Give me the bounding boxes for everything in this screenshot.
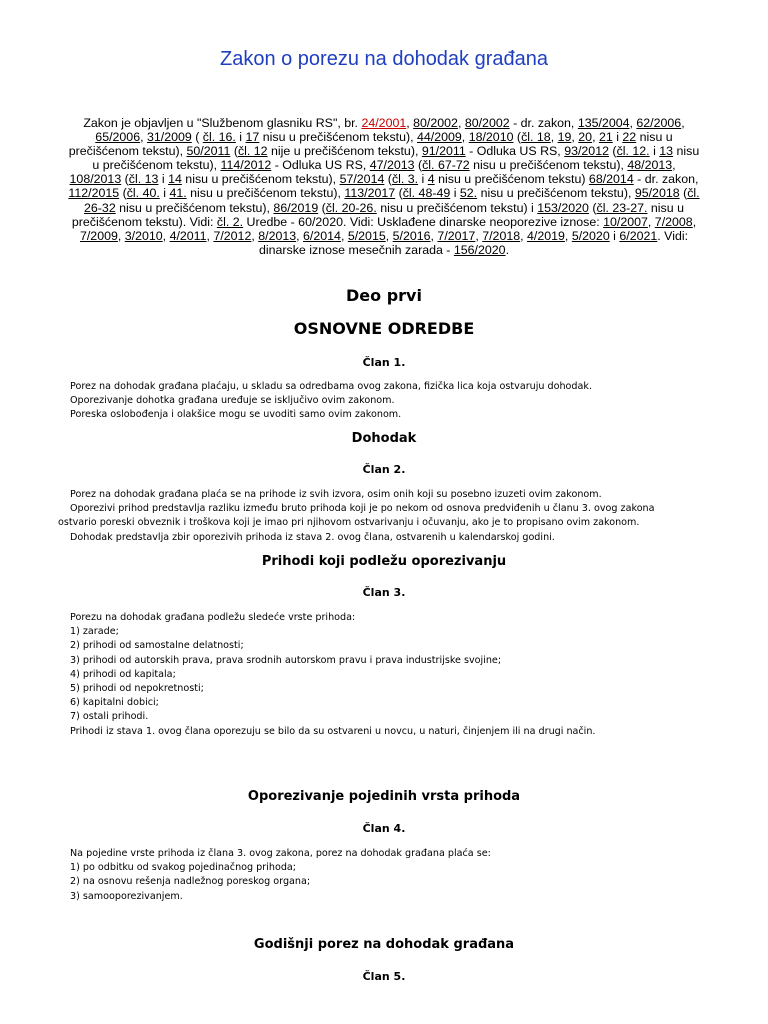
citation-link[interactable]: čl. 13 <box>128 172 159 187</box>
publication-note-text: ( <box>588 200 597 215</box>
citation-link[interactable]: 7/2009 <box>79 228 118 243</box>
citation-link[interactable]: 52. <box>459 186 478 201</box>
section-heading-taxable-income: Prihodi koji podležu oporezivanju <box>261 554 507 569</box>
citation-link[interactable]: 153/2020 <box>537 200 589 215</box>
publication-note-text: Uredbe - 60/2020. Vidi: Usklađene dinarske neoporezive iznose: <box>243 214 604 229</box>
article-2-paragraph: Oporezivi prihod predstavlja razliku između bruto prihoda koji je po nekom od osnova predviđenih u članu 3. ovog zakona <box>70 503 655 515</box>
citation-link[interactable]: 62/2006 <box>636 116 682 130</box>
article-3-heading: Član 3. <box>362 586 406 599</box>
citation-link[interactable]: čl. 2. <box>216 214 244 229</box>
section-heading-income: Dohodak <box>351 431 417 446</box>
article-1-paragraph: Oporezivanje dohotka građana uređuje se isključivo ovim zakonom. <box>70 395 395 407</box>
publication-note-text: , <box>629 116 637 130</box>
citation-link[interactable]: 113/2017 <box>344 186 396 201</box>
citation-link[interactable]: 5/2016 <box>392 228 431 243</box>
publication-note-text: nije u prečišćenom tekstu), <box>267 144 422 159</box>
publication-note-text: ( <box>230 144 238 159</box>
article-3-item: 1) zarade; <box>70 626 119 638</box>
publication-note-text: nisu u prečišćenom tekstu), <box>68 130 673 159</box>
article-2-paragraph: Porez na dohodak građana plaća se na prihode iz svih izvora, osim onih koji su posebno izuzeti ovim zakonom. <box>70 489 602 500</box>
publication-note-text: , <box>461 130 469 145</box>
publication-note-text: - dr. zakon, <box>509 116 578 130</box>
publication-note-text: , <box>475 228 483 243</box>
publication-note-text: nisu u prečišćenom tekstu), <box>477 186 635 201</box>
article-4-item: 3) samooporezivanjem. <box>70 890 183 902</box>
publication-note-text: , <box>430 228 438 243</box>
publication-note-text: ( <box>318 200 326 215</box>
publication-note-text: , <box>564 228 572 243</box>
citation-link[interactable]: 24/2001 <box>361 116 407 130</box>
article-1-paragraph: Porez na dohodak građana plaćaju, u skladu sa odredbama ovog zakona, fizička lica koja ostvaruju dohodak. <box>70 381 593 392</box>
citation-link[interactable]: 41. <box>169 186 187 201</box>
article-3-item: 6) kapitalni dobici; <box>70 697 159 709</box>
article-4-line: Na pojedine vrste prihoda iz člana 3. ovog zakona, porez na dohodak građana plaća se: <box>70 848 491 859</box>
citation-link[interactable]: 13 <box>659 144 674 159</box>
citation-link[interactable]: 4/2019 <box>527 228 565 243</box>
publication-note-text: nisu u prečišćenom tekstu). Vidi: <box>71 200 684 229</box>
publication-note-text: - Odluka US RS, <box>271 158 370 173</box>
publication-note-text: , <box>117 228 125 243</box>
publication-note-text: i <box>418 172 428 187</box>
publication-note-text: ( <box>414 158 423 173</box>
publication-note-text: , <box>340 228 348 243</box>
section-heading-taxation-of-income-types: Oporezivanje pojedinih vrsta prihoda <box>247 789 521 804</box>
publication-note-text: ( <box>608 144 617 159</box>
citation-link[interactable]: 7/2017 <box>437 228 476 243</box>
article-3-line: Porezu na dohodak građana podležu sledeće vrste prihoda: <box>70 612 356 623</box>
publication-note-text: ( <box>395 186 403 201</box>
citation-link[interactable]: 10/2007 <box>603 214 648 229</box>
citation-link[interactable]: 91/2011 <box>421 144 466 159</box>
section-heading-basic-provisions: OSNOVNE ODREDBE <box>293 319 475 338</box>
publication-note-text: , <box>592 130 599 145</box>
publication-note-text: , <box>520 228 528 243</box>
publication-note-text: i <box>450 186 460 201</box>
article-2-paragraph: ostvario poreski obveznik i troškova koji je imao pri njihovom ostvarivanju i očuvanju, ako je to propisano ovim zakonom. <box>58 517 640 529</box>
publication-note-text: , <box>672 158 676 173</box>
citation-link[interactable]: čl. 3. <box>391 172 419 187</box>
article-3-text <box>70 611 710 739</box>
publication-note-text: ( <box>513 130 522 145</box>
publication-note-text: , <box>140 130 147 145</box>
citation-link[interactable]: 6/2014 <box>303 228 341 243</box>
publication-note-text: ( <box>121 172 129 187</box>
publication-note-text: ( <box>384 172 392 187</box>
publication-note-text: i <box>649 144 660 159</box>
citation-link[interactable]: 3/2010 <box>124 228 163 243</box>
article-4-item: 2) na osnovu rešenja nadležnog poreskog organa; <box>70 876 311 888</box>
article-1-paragraph: Poreska oslobođenja i olakšice mogu se uvoditi samo ovim zakonom. <box>70 409 402 421</box>
citation-link[interactable]: 19 <box>557 130 572 145</box>
publication-note-text: - Odluka US RS, <box>465 144 565 159</box>
citation-link[interactable]: 8/2013 <box>258 228 297 243</box>
publication-note-text: , <box>251 228 259 243</box>
citation-link[interactable]: 135/2004 <box>577 116 630 130</box>
citation-link[interactable]: 14 <box>168 172 182 187</box>
article-2-text <box>58 488 710 545</box>
part-heading: Deo prvi <box>346 286 422 305</box>
citation-link[interactable]: 48/2013 <box>627 158 673 173</box>
citation-link[interactable]: 21 <box>598 130 613 145</box>
citation-link[interactable]: čl. 67-72 <box>422 158 470 173</box>
publication-note-text: i <box>612 130 623 145</box>
article-4-heading: Član 4. <box>362 822 406 835</box>
citation-link[interactable]: 65/2006 <box>95 130 141 145</box>
citation-link[interactable]: 31/2009 <box>146 130 192 145</box>
publication-note-text: - dr. zakon, <box>633 172 699 187</box>
citation-link[interactable]: 4/2011 <box>169 228 207 243</box>
article-3-line: Prihodi iz stava 1. ovog člana oporezuju se bilo da su ostvareni u novcu, u naturi, činjenjem ili na drugi način. <box>70 725 596 737</box>
publication-note-text: , <box>647 214 655 229</box>
publication-note-text: , <box>571 130 579 145</box>
citation-link[interactable]: 57/2014 <box>339 172 385 187</box>
citation-link[interactable]: 18/2010 <box>468 130 514 145</box>
citation-link[interactable]: 4 <box>427 172 435 187</box>
article-4-text <box>70 847 710 904</box>
publication-note-text: i <box>609 228 620 243</box>
citation-link[interactable]: čl. 23-27. <box>596 200 648 215</box>
citation-link[interactable]: 108/2013 <box>69 172 122 187</box>
article-1-heading: Član 1. <box>362 356 406 369</box>
publication-note-text: , <box>457 116 465 130</box>
article-5-heading: Član 5. <box>362 970 406 983</box>
article-2-heading: Član 2. <box>362 463 406 476</box>
citation-link[interactable]: 5/2020 <box>571 228 610 243</box>
citation-link[interactable]: 17 <box>245 130 260 145</box>
citation-link[interactable]: 47/2013 <box>369 158 415 173</box>
publication-note-text: i <box>235 130 246 145</box>
citation-link[interactable]: 7/2018 <box>482 228 521 243</box>
citation-link[interactable]: čl. 18 <box>521 130 551 145</box>
citation-link[interactable]: 7/2012 <box>213 228 252 243</box>
publication-note-text: . <box>505 242 510 257</box>
citation-link[interactable]: 86/2019 <box>273 200 319 215</box>
publication-note-text: ( <box>119 186 127 201</box>
article-3-item: 4) prihodi od kapitala; <box>70 668 176 680</box>
article-3-item: 3) prihodi od autorskih prava, prava srodnih autorskom pravu i prava industrijske svojine; <box>70 654 502 666</box>
citation-link[interactable]: čl. 16. <box>202 130 236 145</box>
citation-link[interactable]: 156/2020 <box>453 242 506 257</box>
publication-note-text: , <box>550 130 558 145</box>
citation-link[interactable]: 95/2018 <box>634 186 680 201</box>
publication-note-text: i <box>158 172 169 187</box>
citation-link[interactable]: 80/2002 <box>413 116 458 130</box>
citation-link[interactable]: čl. 12. <box>616 144 650 159</box>
publication-note-text: nisu u prečišćenom tekstu), <box>259 130 417 145</box>
citation-link[interactable]: 112/2015 <box>68 186 120 201</box>
publication-note-text: . Vidi: dinarske iznose mesečnih zarada - <box>258 228 689 257</box>
citation-link[interactable]: 93/2012 <box>564 144 609 159</box>
law-title: Zakon o porezu na dohodak građana <box>219 48 549 70</box>
citation-link[interactable]: 114/2012 <box>220 158 272 173</box>
publication-note-text: ( <box>191 130 203 145</box>
citation-link[interactable]: čl. 20-26. <box>325 200 377 215</box>
citation-link[interactable]: 7/2008 <box>654 214 693 229</box>
article-2-paragraph: Dohodak predstavlja zbir oporezivih prihoda iz stava 2. ovog člana, ostvarenih u kalendarskoj godini. <box>70 531 555 543</box>
publication-note-text: , <box>692 214 697 229</box>
citation-link[interactable]: 80/2002 <box>464 116 510 130</box>
publication-note-text: , <box>296 228 304 243</box>
publication-note-text: ( <box>679 186 688 201</box>
citation-link[interactable]: 50/2011 <box>186 144 231 159</box>
publication-note-text: nisu u prečišćenom tekstu), <box>115 200 274 215</box>
section-heading-annual-income-tax: Godišnji porez na dohodak građana <box>253 937 515 952</box>
citation-link[interactable]: 68/2014 <box>588 172 634 187</box>
citation-link[interactable]: čl. 12 <box>237 144 268 159</box>
publication-note-text: nisu u prečišćenom tekstu), <box>181 172 340 187</box>
publication-note-text: nisu u prečišćenom tekstu), <box>92 144 700 173</box>
citation-link[interactable]: 6/2021 <box>619 228 658 243</box>
citation-link[interactable]: 5/2015 <box>347 228 386 243</box>
article-3-item: 5) prihodi od nepokretnosti; <box>70 683 204 695</box>
article-4-item: 1) po odbitku od svakog pojedinačnog prihoda; <box>70 862 297 874</box>
publication-note-text: Zakon je objavljen u "Službenom glasniku RS", br. <box>83 116 362 130</box>
citation-link[interactable]: čl. 26-32 <box>84 186 700 215</box>
publication-note-text: nisu u prečišćenom tekstu), <box>186 186 345 201</box>
article-3-item: 2) prihodi od samostalne delatnosti; <box>70 640 244 652</box>
publication-note-text: , <box>206 228 214 243</box>
publication-note-text: nisu u prečišćenom tekstu), <box>469 158 628 173</box>
publication-note-text: , <box>681 116 685 130</box>
citation-link[interactable]: čl. 48-49 <box>402 186 451 201</box>
publication-note-text: , <box>162 228 170 243</box>
publication-note-text: nisu u prečišćenom tekstu) <box>434 172 589 187</box>
citation-link[interactable]: 20 <box>578 130 593 145</box>
publication-note <box>66 116 702 257</box>
article-1-text <box>70 380 710 423</box>
publication-note-text: i <box>159 186 170 201</box>
publication-note-text: , <box>406 116 414 130</box>
citation-link[interactable]: 44/2009 <box>417 130 462 145</box>
publication-note-text: , <box>385 228 393 243</box>
article-3-item: 7) ostali prihodi. <box>70 711 149 723</box>
publication-note-text: nisu u prečišćenom tekstu) i <box>376 200 538 215</box>
citation-link[interactable]: čl. 40. <box>126 186 160 201</box>
citation-link[interactable]: 22 <box>622 130 637 145</box>
